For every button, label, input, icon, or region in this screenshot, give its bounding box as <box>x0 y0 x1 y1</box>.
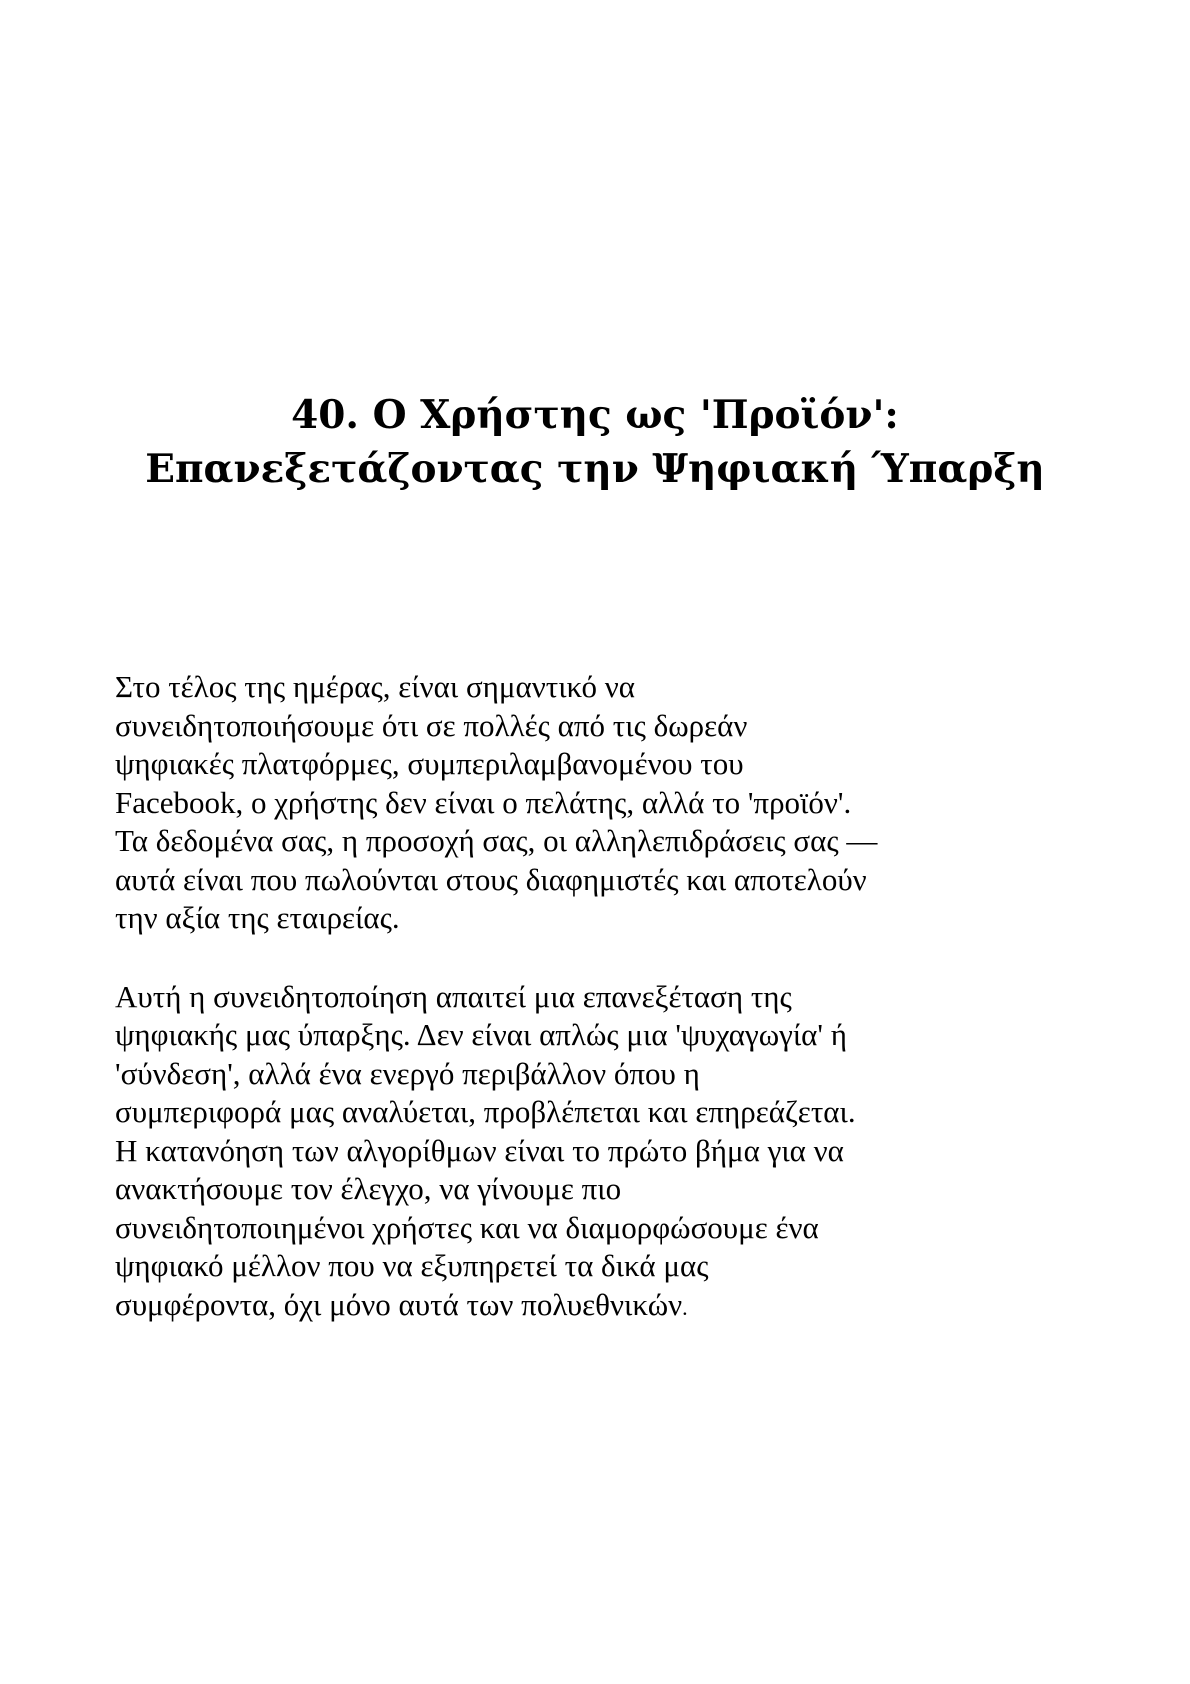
paragraph-line: Τα δεδομένα σας, η προσοχή σας, οι αλληλεπιδράσεις σας — <box>115 823 878 858</box>
paragraph-line: συνειδητοποιήσουμε ότι σε πολλές από τις δωρεάν <box>115 707 748 743</box>
chapter-title-line: 40. Ο Χρήστης ως 'Προϊόν': <box>291 392 899 438</box>
paragraph-line: Στο τέλος της ημέρας, είναι σημαντικό να <box>115 669 636 704</box>
paragraph-line: ψηφιακό μέλλον που να εξυπηρετεί τα δικά μας <box>115 1248 709 1283</box>
trailing-period: . <box>682 1294 688 1320</box>
paragraph-line: ψηφιακές πλατφόρμες, συμπεριλαμβανομένου του <box>115 746 744 781</box>
paragraph-line: συμπεριφορά μας αναλύεται, προβλέπεται και επηρεάζεται. <box>115 1094 856 1129</box>
paragraph-line: αυτά είναι που πωλούνται στους διαφημιστές και αποτελούν <box>115 861 867 897</box>
paragraph-line: Αυτή η συνειδητοποίηση απαιτεί μια επανεξέταση της <box>115 978 792 1014</box>
paragraph-line: ανακτήσουμε τον έλεγχο, να γίνουμε πιο <box>115 1171 622 1206</box>
paragraph-line-last <box>115 1286 1095 1328</box>
chapter-title-line: Επανεξετάζοντας την Ψηφιακή Ύπαρξη <box>145 446 1045 492</box>
paragraph-line: την αξία της εταιρείας. <box>115 900 400 935</box>
paragraph-1 <box>115 668 1095 938</box>
body-text <box>115 668 1095 1327</box>
paragraph-line: 'σύνδεση', αλλά ένα ενεργό περιβάλλον όπου η <box>115 1055 700 1091</box>
paragraph-line-text: συμφέροντα, όχι μόνο αυτά των πολυεθνικών <box>115 1286 683 1322</box>
paragraph-line: Facebook, ο χρήστης δεν είναι ο πελάτης, αλλά το 'προϊόν'. <box>115 784 852 820</box>
paragraph-2 <box>115 978 1095 1328</box>
paragraph-line: Η κατανόηση των αλγορίθμων είναι το πρώτο βήμα για να <box>115 1132 844 1168</box>
paragraph-line: συνειδητοποιημένοι χρήστες και να διαμορφώσουμε ένα <box>115 1209 819 1245</box>
chapter-title <box>60 388 1130 496</box>
paragraph-line: ψηφιακής μας ύπαρξης. Δεν είναι απλώς μια 'ψυχαγωγία' ή <box>115 1017 847 1052</box>
